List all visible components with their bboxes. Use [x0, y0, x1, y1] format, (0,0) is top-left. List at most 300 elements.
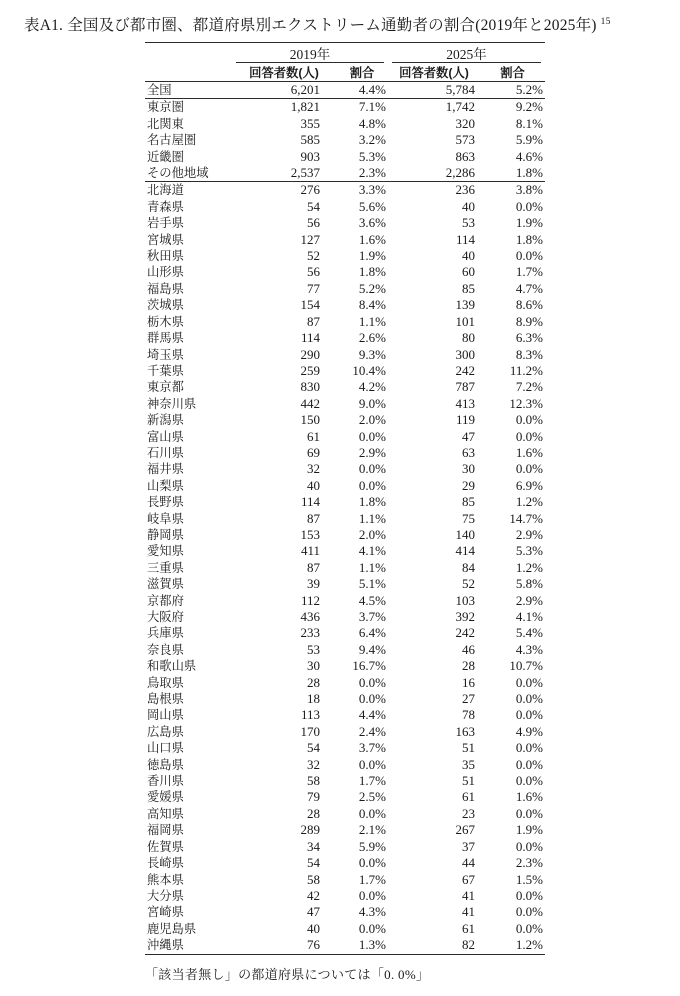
share-2019-cell: 1.3%: [358, 937, 386, 953]
row-name-cell: 岡山県: [147, 708, 184, 723]
respondents-2025-cell: 37: [462, 838, 475, 854]
table-row: [145, 149, 545, 165]
respondents-2025-cell: 75: [462, 510, 475, 526]
respondents-2025-cell: 242: [455, 362, 475, 378]
respondents-2019-cell: 69: [307, 444, 320, 460]
table-row: [145, 281, 545, 297]
share-2019-cell: 2.3%: [358, 165, 386, 181]
share-2025-cell: 0.0%: [515, 707, 543, 723]
share-2019-cell: 2.0%: [358, 412, 386, 428]
row-name-cell: 千葉県: [147, 363, 184, 378]
row-name-cell: 全国: [147, 83, 172, 97]
row-name-cell: 和歌山県: [147, 659, 197, 674]
table-row: [145, 264, 545, 280]
share-2019-cell: 1.1%: [358, 559, 386, 575]
share-2025-cell: 9.2%: [515, 99, 543, 115]
share-2025-cell: 1.6%: [515, 444, 543, 460]
respondents-2025-cell: 413: [455, 395, 475, 411]
table-row: [145, 773, 545, 789]
share-2019-cell: 0.0%: [358, 477, 386, 493]
respondents-2019-cell: 54: [307, 855, 320, 871]
share-2019-cell: 4.1%: [358, 543, 386, 559]
respondents-2019-cell: 442: [300, 395, 320, 411]
row-name-cell: 佐賀県: [147, 839, 184, 854]
table-row: [145, 494, 545, 510]
respondents-2025-cell: 320: [455, 115, 475, 131]
respondents-2025-cell: 52: [462, 576, 475, 592]
respondents-2025-cell: 60: [462, 264, 475, 280]
share-2019-cell: 8.4%: [358, 297, 386, 313]
respondents-2025-cell: 63: [462, 444, 475, 460]
respondents-2025-cell: 35: [462, 756, 475, 772]
table-row: [145, 116, 545, 132]
share-2025-cell: 0.0%: [515, 428, 543, 444]
share-2019-cell: 1.6%: [358, 231, 386, 247]
respondents-2019-cell: 127: [300, 231, 320, 247]
respondents-2019-cell: 28: [307, 674, 320, 690]
row-name-cell: 熊本県: [147, 872, 184, 887]
share-2019-cell: 9.0%: [358, 395, 386, 411]
share-2025-cell: 7.2%: [515, 379, 543, 395]
respondents-2025-cell: 163: [455, 723, 475, 739]
row-name-cell: 富山県: [147, 429, 184, 444]
row-name-cell: 福島県: [147, 281, 184, 296]
share-2019-cell: 1.9%: [358, 248, 386, 264]
respondents-2025-cell: 46: [462, 641, 475, 657]
share-2025-cell: 1.9%: [515, 822, 543, 838]
share-2025-cell: 4.1%: [515, 609, 543, 624]
respondents-2025-cell: 29: [462, 477, 475, 493]
row-name-cell: 沖縄県: [147, 938, 184, 953]
row-name-cell: 三重県: [147, 560, 184, 575]
table-row: [145, 511, 545, 527]
share-2019-cell: 4.4%: [358, 82, 386, 97]
share-2019-cell: 2.0%: [358, 526, 386, 542]
table-row: [145, 215, 545, 231]
row-name-cell: 山梨県: [147, 478, 184, 493]
respondents-2025-cell: 41: [462, 887, 475, 903]
share-2025-cell: 4.3%: [515, 641, 543, 657]
table-row: [145, 888, 545, 904]
table-row: [145, 658, 545, 674]
table-row: [145, 560, 545, 576]
share-2019-cell: 16.7%: [352, 658, 386, 674]
share-2025-cell: 4.7%: [515, 280, 543, 296]
respondents-2019-cell: 58: [307, 871, 320, 887]
share-2025-cell: 2.9%: [515, 526, 543, 542]
table-footnote: 「該当者無し」の都道府県については「0. 0%」: [145, 966, 430, 982]
respondents-2019-cell: 34: [307, 838, 320, 854]
share-2025-cell: 8.1%: [515, 115, 543, 131]
col-header-share-2019: 割合: [336, 63, 388, 82]
respondents-2025-cell: 114: [455, 231, 475, 247]
table-row: [145, 199, 545, 215]
row-name-cell: 兵庫県: [147, 626, 184, 641]
share-2019-cell: 4.5%: [358, 592, 386, 608]
table-row: [145, 297, 545, 313]
share-2025-cell: 6.3%: [515, 330, 543, 346]
share-2019-cell: 4.8%: [358, 115, 386, 131]
respondents-2019-cell: 32: [307, 461, 320, 477]
share-2019-cell: 5.2%: [358, 280, 386, 296]
share-2019-cell: 4.4%: [358, 707, 386, 723]
respondents-2019-cell: 87: [307, 510, 320, 526]
table-title: [24, 0, 680, 35]
share-2025-cell: 0.0%: [515, 805, 543, 821]
respondents-2025-cell: 140: [455, 526, 475, 542]
table-row: [145, 937, 545, 954]
row-name-cell: 埼玉県: [147, 347, 184, 362]
respondents-2019-cell: 114: [300, 330, 320, 346]
share-2025-cell: 12.3%: [509, 395, 543, 411]
col-header-respondents-2025: 回答者数(人): [388, 63, 480, 82]
share-2019-cell: 0.0%: [358, 461, 386, 477]
share-2019-cell: 2.4%: [358, 723, 386, 739]
row-name-cell: 奈良県: [147, 642, 184, 657]
respondents-2025-cell: 51: [462, 773, 475, 789]
respondents-2019-cell: 87: [307, 313, 320, 329]
respondents-2025-cell: 82: [462, 937, 475, 953]
respondents-2025-cell: 267: [455, 822, 475, 838]
share-2025-cell: 1.5%: [515, 871, 543, 887]
respondents-2019-cell: 6,201: [290, 82, 320, 97]
respondents-2019-cell: 54: [307, 740, 320, 756]
respondents-2019-cell: 56: [307, 215, 320, 231]
row-name-cell: 静岡県: [147, 527, 184, 542]
share-2019-cell: 0.0%: [358, 887, 386, 903]
respondents-2019-cell: 2,537: [290, 165, 320, 181]
row-name-cell: 鹿児島県: [147, 921, 197, 936]
table-row: [145, 445, 545, 461]
table-row: [145, 839, 545, 855]
respondents-2025-cell: 242: [455, 625, 475, 641]
table-row: [145, 609, 545, 625]
row-name-cell: 青森県: [147, 199, 184, 214]
table-row: [145, 904, 545, 920]
share-2025-cell: 4.6%: [515, 148, 543, 164]
share-2019-cell: 10.4%: [352, 362, 386, 378]
share-2019-cell: 2.1%: [358, 822, 386, 838]
respondents-2019-cell: 355: [300, 115, 320, 131]
table-row: [145, 478, 545, 494]
share-2025-cell: 0.0%: [515, 887, 543, 903]
respondents-2019-cell: 42: [307, 887, 320, 903]
row-name-cell: 愛知県: [147, 544, 184, 559]
share-2025-cell: 0.0%: [515, 773, 543, 789]
respondents-2019-cell: 56: [307, 264, 320, 280]
respondents-2019-cell: 77: [307, 280, 320, 296]
row-name-cell: 福井県: [147, 462, 184, 477]
respondents-2019-cell: 58: [307, 773, 320, 789]
year-header-2019: 2019年: [232, 43, 388, 64]
share-2025-cell: 10.7%: [509, 658, 543, 674]
col-header-share-2025: 割合: [480, 63, 545, 82]
respondents-2019-cell: 154: [300, 297, 320, 313]
share-2025-cell: 1.2%: [515, 937, 543, 953]
share-2019-cell: 3.7%: [358, 609, 386, 624]
share-2025-cell: 0.0%: [515, 838, 543, 854]
share-2019-cell: 4.3%: [358, 904, 386, 920]
table-title-text: 表A1. 全国及び都市圏、都道府県別エクストリーム通勤者の割合(2019年と2025年): [24, 17, 597, 34]
table-row: [145, 757, 545, 773]
table-row: [145, 396, 545, 412]
table-row: [145, 806, 545, 822]
table-row: [145, 675, 545, 691]
respondents-2025-cell: 41: [462, 904, 475, 920]
row-name-cell: 東京圏: [147, 100, 184, 115]
share-2025-cell: 5.3%: [515, 543, 543, 559]
respondents-2025-cell: 44: [462, 855, 475, 871]
share-2019-cell: 1.1%: [358, 313, 386, 329]
respondents-2025-cell: 119: [455, 412, 475, 428]
respondents-2019-cell: 1,821: [290, 99, 320, 115]
respondents-2025-cell: 101: [455, 313, 475, 329]
table-row: [145, 132, 545, 148]
row-name-cell: 長野県: [147, 495, 184, 510]
share-2025-cell: 1.8%: [515, 165, 543, 181]
row-name-cell: 栃木県: [147, 314, 184, 329]
column-header-row: [145, 63, 545, 82]
respondents-2025-cell: 47: [462, 428, 475, 444]
table-section-national: [145, 82, 545, 99]
respondents-2019-cell: 52: [307, 248, 320, 264]
row-name-cell: 山口県: [147, 741, 184, 756]
respondents-2019-cell: 30: [307, 658, 320, 674]
respondents-2019-cell: 76: [307, 937, 320, 953]
row-name-cell: 滋賀県: [147, 577, 184, 592]
year-header-2025: 2025年: [388, 43, 545, 64]
respondents-2025-cell: 863: [455, 148, 475, 164]
share-2025-cell: 1.2%: [515, 559, 543, 575]
share-2019-cell: 0.0%: [358, 805, 386, 821]
respondents-2019-cell: 87: [307, 559, 320, 575]
share-2025-cell: 1.7%: [515, 264, 543, 280]
share-2019-cell: 0.0%: [358, 674, 386, 690]
respondents-2025-cell: 85: [462, 494, 475, 510]
row-name-cell: 名古屋圏: [147, 133, 197, 148]
respondents-2019-cell: 47: [307, 904, 320, 920]
share-2025-cell: 0.0%: [515, 920, 543, 936]
table-row: [145, 461, 545, 477]
respondents-2025-cell: 80: [462, 330, 475, 346]
respondents-2025-cell: 61: [462, 789, 475, 805]
share-2019-cell: 3.2%: [358, 132, 386, 148]
respondents-2019-cell: 411: [300, 543, 320, 559]
table-row: [145, 593, 545, 609]
share-2019-cell: 5.6%: [358, 198, 386, 214]
row-name-cell: 京都府: [147, 593, 184, 608]
respondents-2019-cell: 28: [307, 805, 320, 821]
row-name-cell: その他地域: [147, 166, 209, 181]
row-name-cell: 山形県: [147, 265, 184, 280]
respondents-2025-cell: 103: [455, 592, 475, 608]
share-2025-cell: 0.0%: [515, 756, 543, 772]
row-name-cell: 長崎県: [147, 856, 184, 871]
respondents-2019-cell: 585: [300, 132, 320, 148]
respondents-2019-cell: 79: [307, 789, 320, 805]
col-header-respondents-2019: 回答者数(人): [232, 63, 336, 82]
table-header: [145, 43, 545, 82]
respondents-2025-cell: 85: [462, 280, 475, 296]
share-2025-cell: 5.2%: [515, 82, 543, 97]
share-2019-cell: 4.2%: [358, 379, 386, 395]
table-row: [145, 248, 545, 264]
share-2025-cell: 14.7%: [509, 510, 543, 526]
row-name-cell: 石川県: [147, 445, 184, 460]
respondents-2019-cell: 40: [307, 920, 320, 936]
row-name-cell: 秋田県: [147, 249, 184, 264]
table-row: [145, 707, 545, 723]
respondents-2025-cell: 787: [455, 379, 475, 395]
table-row: [145, 576, 545, 592]
table-row: [145, 625, 545, 641]
share-2025-cell: 1.8%: [515, 231, 543, 247]
row-name-cell: 神奈川県: [147, 396, 197, 411]
share-2019-cell: 2.9%: [358, 444, 386, 460]
table-row: [145, 527, 545, 543]
share-2019-cell: 1.1%: [358, 510, 386, 526]
share-2025-cell: 0.0%: [515, 248, 543, 264]
share-2025-cell: 5.4%: [515, 625, 543, 641]
table-row: [145, 165, 545, 182]
respondents-2025-cell: 5,784: [445, 82, 475, 97]
share-2025-cell: 4.9%: [515, 723, 543, 739]
row-name-cell: 愛媛県: [147, 790, 184, 805]
share-2019-cell: 0.0%: [358, 691, 386, 707]
respondents-2019-cell: 289: [300, 822, 320, 838]
respondents-2025-cell: 23: [462, 805, 475, 821]
share-2025-cell: 5.8%: [515, 576, 543, 592]
row-name-cell: 岩手県: [147, 216, 184, 231]
respondents-2025-cell: 573: [455, 132, 475, 148]
row-name-cell: 福岡県: [147, 823, 184, 838]
table-row: [145, 740, 545, 756]
row-name-cell: 宮崎県: [147, 905, 184, 920]
respondents-2019-cell: 53: [307, 641, 320, 657]
share-2019-cell: 5.3%: [358, 148, 386, 164]
respondents-2025-cell: 2,286: [445, 165, 475, 181]
share-2025-cell: 5.9%: [515, 132, 543, 148]
share-2019-cell: 5.9%: [358, 838, 386, 854]
respondents-2019-cell: 113: [300, 707, 320, 723]
share-2025-cell: 8.3%: [515, 346, 543, 362]
row-name-cell: 群馬県: [147, 331, 184, 346]
table-row: [145, 314, 545, 330]
row-name-cell: 香川県: [147, 774, 184, 789]
share-2019-cell: 0.0%: [358, 920, 386, 936]
share-2025-cell: 2.9%: [515, 592, 543, 608]
share-2019-cell: 3.3%: [358, 182, 386, 198]
respondents-2025-cell: 1,742: [445, 99, 475, 115]
table-row: [145, 363, 545, 379]
share-2019-cell: 0.0%: [358, 428, 386, 444]
respondents-2025-cell: 40: [462, 198, 475, 214]
respondents-2025-cell: 300: [455, 346, 475, 362]
row-name-cell: 新潟県: [147, 413, 184, 428]
row-name-cell: 宮城県: [147, 232, 184, 247]
table-row: [145, 330, 545, 346]
respondents-2019-cell: 114: [300, 494, 320, 510]
table-section-metro-regions: [145, 99, 545, 182]
respondents-2025-cell: 40: [462, 248, 475, 264]
respondents-2025-cell: 30: [462, 461, 475, 477]
share-2025-cell: 6.9%: [515, 477, 543, 493]
share-2025-cell: 0.0%: [515, 198, 543, 214]
row-name-cell: 北関東: [147, 116, 184, 131]
respondents-2019-cell: 436: [300, 609, 320, 624]
share-2019-cell: 0.0%: [358, 855, 386, 871]
share-2025-cell: 0.0%: [515, 904, 543, 920]
respondents-2025-cell: 27: [462, 691, 475, 707]
respondents-2019-cell: 32: [307, 756, 320, 772]
row-name-cell: 徳島県: [147, 757, 184, 772]
respondents-2025-cell: 84: [462, 559, 475, 575]
table-row: [145, 872, 545, 888]
respondents-2019-cell: 153: [300, 526, 320, 542]
corner-spacer-cell: [145, 43, 232, 64]
table-row: [145, 642, 545, 658]
share-2019-cell: 9.4%: [358, 641, 386, 657]
respondents-2019-cell: 903: [300, 148, 320, 164]
table-row: [145, 789, 545, 805]
respondents-2025-cell: 78: [462, 707, 475, 723]
row-name-cell: 茨城県: [147, 298, 184, 313]
respondents-2025-cell: 414: [455, 543, 475, 559]
share-2025-cell: 0.0%: [515, 740, 543, 756]
respondents-2025-cell: 236: [455, 182, 475, 198]
share-2019-cell: 2.6%: [358, 330, 386, 346]
share-2019-cell: 0.0%: [358, 756, 386, 772]
respondents-2019-cell: 233: [300, 625, 320, 641]
table-row: [145, 82, 545, 99]
row-name-cell: 広島県: [147, 724, 184, 739]
share-2019-cell: 3.7%: [358, 740, 386, 756]
respondents-2019-cell: 170: [300, 723, 320, 739]
respondents-2019-cell: 112: [300, 592, 320, 608]
row-name-cell: 岐阜県: [147, 511, 184, 526]
table-row: [145, 724, 545, 740]
share-2019-cell: 1.7%: [358, 871, 386, 887]
respondents-2025-cell: 16: [462, 674, 475, 690]
row-name-cell: 東京都: [147, 380, 184, 395]
year-header-row: [145, 43, 545, 64]
table-row: [145, 232, 545, 248]
share-2025-cell: 1.9%: [515, 215, 543, 231]
share-2025-cell: 0.0%: [515, 674, 543, 690]
respondents-2019-cell: 39: [307, 576, 320, 592]
share-2025-cell: 0.0%: [515, 691, 543, 707]
share-2025-cell: 8.6%: [515, 297, 543, 313]
share-2025-cell: 2.3%: [515, 855, 543, 871]
row-name-cell: 鳥取県: [147, 675, 184, 690]
share-2025-cell: 11.2%: [509, 362, 543, 378]
table-row: [145, 921, 545, 937]
row-name-cell: 島根県: [147, 692, 184, 707]
share-2025-cell: 8.9%: [515, 313, 543, 329]
share-2025-cell: 1.2%: [515, 494, 543, 510]
respondents-2019-cell: 290: [300, 346, 320, 362]
respondents-2025-cell: 53: [462, 215, 475, 231]
table-row: [145, 412, 545, 428]
share-2019-cell: 2.5%: [358, 789, 386, 805]
respondents-2025-cell: 67: [462, 871, 475, 887]
respondents-2025-cell: 51: [462, 740, 475, 756]
respondents-2025-cell: 61: [462, 920, 475, 936]
table-row: [145, 379, 545, 395]
table-row: [145, 691, 545, 707]
table-section-prefectures: [145, 182, 545, 954]
table-row: [145, 99, 545, 116]
